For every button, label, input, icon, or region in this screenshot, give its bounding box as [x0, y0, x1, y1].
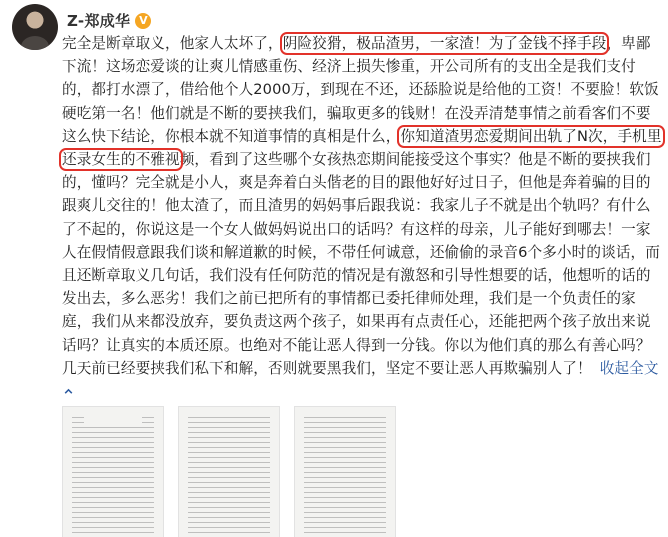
post-text-segment: 频，看到了这些哪个女孩热恋期间能接受这个事实？他是不断的要挟我们的，懂吗？完全就是小人，爽是奔着白头偕老的目的跟他好好过日子，但他是奔着骗的目的跟爽儿交往的！他太渣了，而且渣男的妈妈事后跟我说：我家儿子不就是出个轨吗？有什么了不起的，你说这是一个女人做妈妈说出口的话吗？有这样的母亲，儿子能好到哪去！一家人在假情假意跟我们谈和解道歉的时候，不带任何诚意，还偷偷的录音6个多小时的谈话，而且还断章取义几句话，我们没有任何防范的情况是有激怒和引导性想要的话，他想听的话的发出去，多么恶劣！我们之前已把所有的事情都已委托律师处理，我们是一个负责任的家庭，我们从来都没放弃，要负责这两个孩子，如果再有点责任心，还能把两个孩子放出来说话吗？让真实的本质还原。也绝对不能让恶人得到一分钱。你以为他们真的那么有善心吗？几天前已经要挟我们私下和解，否则就要黑我们，坚定不要让恶人再欺骗别人了！ — [62, 151, 660, 377]
document-image-icon — [72, 417, 154, 535]
highlighted-phrase: 你知道渣男恋爱期间出轨了N次，手机里还录女生的不雅视 — [62, 127, 662, 169]
username[interactable]: Z-郑成华 — [67, 12, 131, 30]
highlighted-phrase: 阴险狡猾，极品渣男，一家渣！为了金钱不择手段 — [282, 35, 607, 52]
document-image-icon — [304, 417, 386, 535]
document-image-icon — [188, 417, 270, 535]
post-text-segment: 完全是断章取义，他家人太坏了， — [62, 35, 283, 52]
post-image-thumbnail[interactable] — [62, 406, 164, 537]
user-avatar[interactable] — [12, 4, 58, 50]
chevron-up-icon — [63, 386, 74, 397]
post-image-thumbnail[interactable] — [294, 406, 396, 537]
collapse-label: 收起全文 — [599, 359, 659, 377]
post-image-thumbnail[interactable] — [178, 406, 280, 537]
user-info — [67, 10, 151, 31]
verified-badge-icon: V — [135, 13, 151, 29]
post-body — [62, 32, 662, 403]
post-image-grid — [62, 406, 662, 537]
post-text-segment: ，卑鄙下流！这场恋爱谈的让爽儿情感重伤、经济上损失惨重，开公司所有的支出全是我们支付的，都打水漂了，借给他个人2000万，到现在不还，还舔脸说是给他的工资！不要脸！软饭硬吃第一名！他们就是不断的要挟我们，骗取更多的钱财！在没弄清楚事情之前看客们不要这么快下结论，你根本就不知道事情的真相是什么， — [62, 35, 659, 145]
